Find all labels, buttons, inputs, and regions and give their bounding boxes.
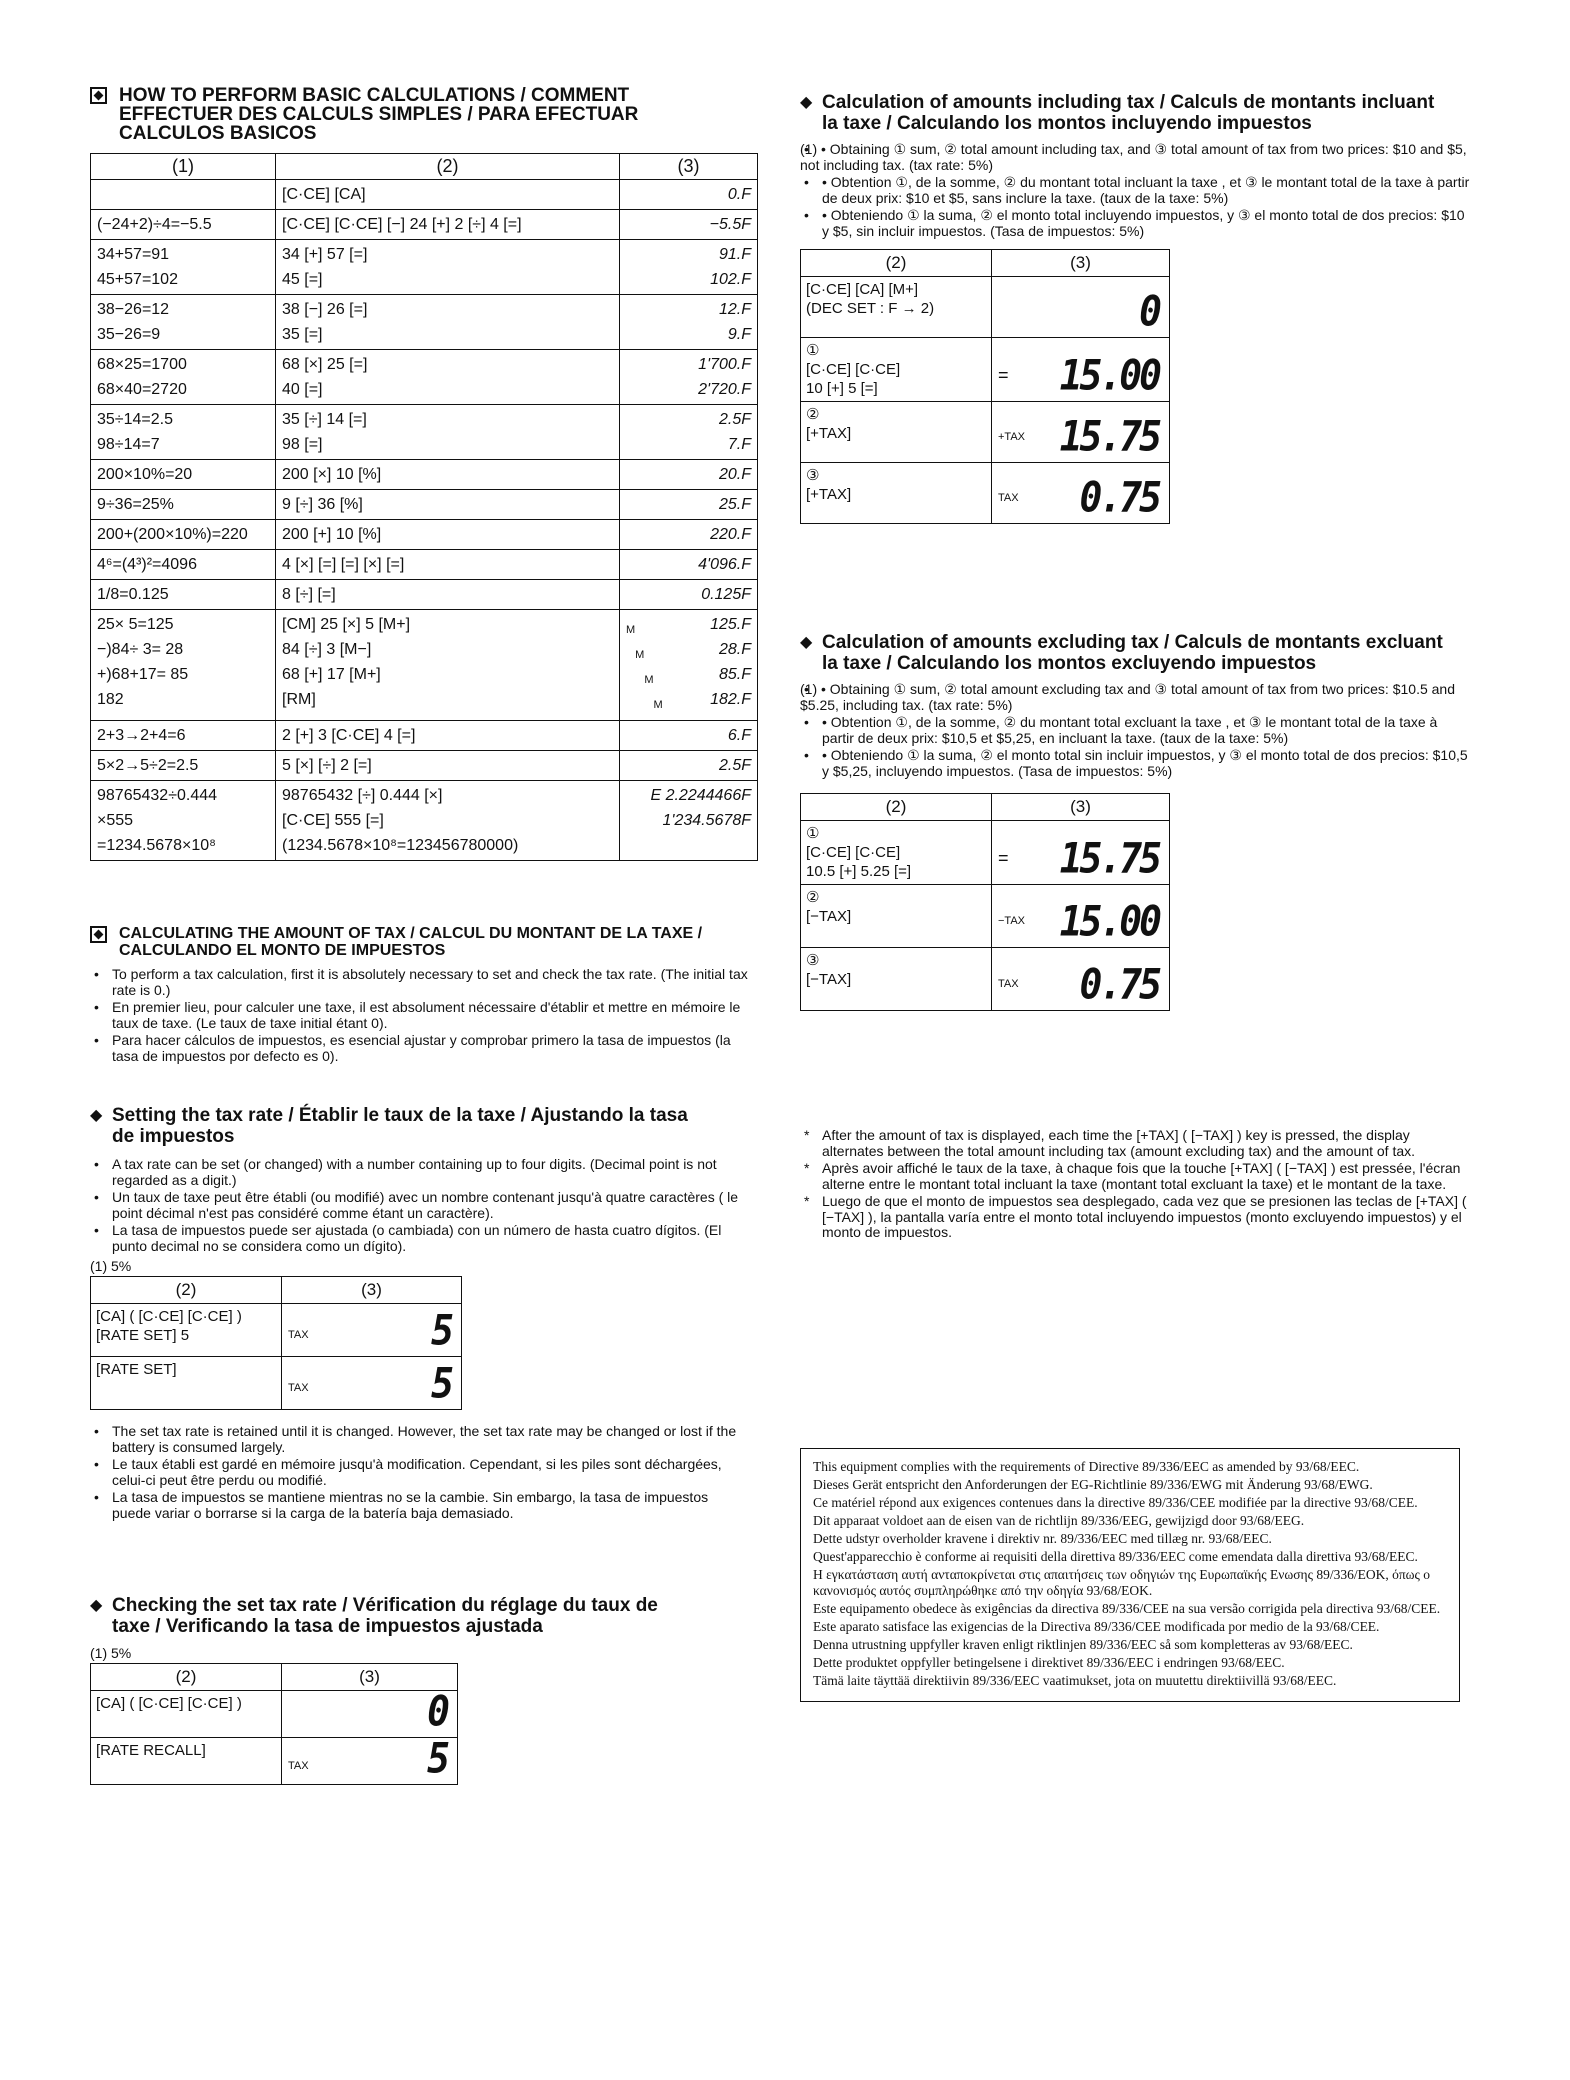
table-row: [91, 610, 758, 721]
key-sequence: 10.5 [+] 5.25 [=]: [806, 863, 912, 880]
expression: 9÷36=25%: [97, 496, 174, 513]
display-value: 91.F: [718, 246, 751, 263]
table-cell: [620, 460, 758, 490]
display-cell: [992, 821, 1170, 885]
key-sequence: [RM]: [282, 691, 316, 708]
display-cell: [282, 1357, 462, 1410]
table-row: [801, 277, 1170, 338]
key-sequence: ②: [806, 889, 820, 906]
check-tax-rate-table: [90, 1663, 458, 1785]
table-row: [91, 751, 758, 781]
key-sequence: [+TAX]: [806, 486, 852, 503]
compliance-notice-box: [800, 1448, 1460, 1702]
expression: 68×25=1700: [97, 356, 187, 373]
display-value: 0.125F: [701, 586, 751, 603]
bullet-text: • (1) • Obtaining ① sum, ② total amount excluding tax and ③ total amount of tax from two prices: $10.5 and $5.25, including tax. (tax rate: 5%): [800, 682, 1470, 713]
bullet-text: • En premier lieu, pour calculer une taxe, il est absolument nécessaire d'établir et mettre en mémoire le taux de taxe. (Le taux de taxe initial étant 0).: [90, 1000, 750, 1031]
expression: 182: [97, 691, 124, 708]
key-cell: [801, 821, 992, 885]
tax-indicator: TAX: [998, 492, 1019, 504]
key-sequence: (DEC SET : F → 2): [806, 300, 935, 317]
column-header: (3): [992, 794, 1170, 821]
key-sequence: 5 [×] [÷] 2 [=]: [282, 757, 372, 774]
display-cell: [282, 1304, 462, 1357]
table-cell: [620, 610, 758, 721]
table-cell: [276, 721, 620, 751]
lcd-display-value: 5: [427, 1733, 447, 1783]
including-tax-table: [800, 249, 1170, 524]
table-row: [91, 580, 758, 610]
expression: 35−26=9: [97, 326, 161, 343]
table-cell: [620, 721, 758, 751]
bullet-text: • Le taux établi est gardé en mémoire jusqu'à modification. Cependant, si les piles sont déchargées, celui-ci peut être perdu ou modifié.: [90, 1457, 750, 1488]
section-title-checking-tax-rate: ◆ Checking the set tax rate / Vérification du réglage du taux de taxe / Verificando la tasa de impuestos ajustada: [90, 1595, 658, 1637]
diamond-bullet-icon: ◆: [90, 1107, 103, 1124]
expression: =1234.5678×10⁸: [97, 837, 216, 854]
table-cell: [91, 210, 276, 240]
table-cell: [276, 295, 620, 350]
display-value: 20.F: [718, 466, 751, 483]
diamond-bullet-icon: ◆: [90, 1597, 103, 1614]
lcd-display-value: 15.75: [1059, 411, 1159, 461]
key-sequence: [−TAX]: [806, 908, 852, 925]
compliance-text: Quest'apparecchio è conforme ai requisiti della direttiva 89/336/EEC come emendata dalla direttiva 93/68/EEC.: [813, 1549, 1418, 1564]
table-row: [91, 460, 758, 490]
key-cell: [91, 1738, 282, 1785]
display-cell: [992, 885, 1170, 948]
display-value: 1'700.F: [698, 356, 751, 373]
table-cell: [620, 295, 758, 350]
key-cell: [801, 948, 992, 1011]
section-title-setting-tax-rate: ◆ Setting the tax rate / Établir le taux de la taxe / Ajustando la tasa de impuestos: [90, 1105, 688, 1147]
bullet-text: • • Obteniendo ① la suma, ② el monto total incluyendo impuestos, y ③ el monto total de dos precios: $10 y $5, sin incluir impuestos. (Tasa de impuestos: 5%): [800, 208, 1470, 239]
table-row: [91, 1738, 458, 1785]
key-sequence: ①: [806, 825, 820, 842]
key-cell: [91, 1691, 282, 1738]
table-row: [91, 781, 758, 861]
key-sequence: ③: [806, 467, 820, 484]
rate-label: (1) 5%: [90, 1258, 132, 1274]
compliance-text: Tämä laite täyttää direktiivin 89/336/EEC vaatimukset, jota on muutettu direktiivillä 93/68/EEC.: [813, 1673, 1337, 1688]
expression: 68×40=2720: [97, 381, 187, 398]
table-cell: [91, 490, 276, 520]
key-sequence: [CM] 25 [×] 5 [M+]: [282, 616, 411, 633]
column-header: (2): [276, 154, 620, 180]
key-sequence: 9 [÷] 36 [%]: [282, 496, 363, 513]
key-sequence: [RATE SET]: [96, 1361, 177, 1378]
table-row: [91, 550, 758, 580]
tax-indicator: TAX: [288, 1329, 309, 1341]
table-row: [91, 210, 758, 240]
lcd-display-value: 0.75: [1079, 959, 1159, 1009]
table-row: [91, 721, 758, 751]
key-sequence: 98765432 [÷] 0.444 [×]: [282, 787, 443, 804]
memory-indicator: M: [644, 674, 654, 686]
note-text: * Après avoir affiché le taux de la taxe, à chaque fois que la touche [+TAX] ( [−TAX] ) est pressée, l'écran alterne entre le montant total incluant la taxe (montant total excluant la taxe) et le montant de la taxe.: [800, 1161, 1470, 1192]
expression: ×555: [97, 812, 134, 829]
key-sequence: ②: [806, 406, 820, 423]
table-cell: [91, 180, 276, 210]
compliance-text: Η εγκατάσταση αυτή ανταποκρίνεται στις απαιτήσεις των οδηγιών της Ευρωπαϊκής Ενωσης 89/336/ΕΟΚ, όπως ο κανονισμός αυτός συμπληρώθηκε από την οδηγία 93/68/ΕΟΚ.: [813, 1567, 1430, 1598]
compliance-text: Ce matériel répond aux exigences contenues dans la directive 89/336/CEE modifiée par la directive 93/68/CEE.: [813, 1495, 1418, 1510]
display-value: 6.F: [727, 727, 751, 744]
memory-indicator: M: [653, 699, 663, 711]
display-value: 25.F: [718, 496, 751, 513]
bullet-text: • To perform a tax calculation, first it is absolutely necessary to set and check the tax rate. (The initial tax rate is 0.): [90, 967, 750, 998]
section-box-icon: [90, 926, 107, 943]
table-cell: [620, 550, 758, 580]
note-text: * After the amount of tax is displayed, each time the [+TAX] ( [−TAX] ) key is pressed, the display alternates between the total amount including tax (amount excluding tax) and the amount of tax.: [800, 1128, 1470, 1159]
key-sequence: 2 [+] 3 [C·CE] 4 [=]: [282, 727, 416, 744]
table-cell: [276, 580, 620, 610]
compliance-text: Este aparato satisface las exigencias de la Directiva 89/336/CEE modificada por medio de la 93/68/CEE.: [813, 1619, 1380, 1634]
table-row: [91, 295, 758, 350]
key-sequence: ①: [806, 342, 820, 359]
display-value: 2'720.F: [698, 381, 751, 398]
bullet-text: • • Obteniendo ① la suma, ② el monto total sin incluir impuestos, y ③ el monto total de dos precios: $10,5 y $5,25, incluyendo impuestos. (Tasa de impuestos: 5%): [800, 748, 1470, 779]
table-row: [801, 463, 1170, 524]
key-sequence: [+TAX]: [806, 425, 852, 442]
section-box-icon: [90, 87, 107, 104]
table-cell: [620, 490, 758, 520]
excluding-tax-table: [800, 793, 1170, 1011]
table-cell: [620, 180, 758, 210]
key-sequence: 98 [=]: [282, 436, 323, 453]
key-sequence: 10 [+] 5 [=]: [806, 380, 878, 397]
table-row: [801, 821, 1170, 885]
display-value: 9.F: [727, 326, 751, 343]
table-cell: [91, 405, 276, 460]
key-sequence: [C·CE] [CA] [M+]: [806, 281, 919, 298]
table-cell: [91, 520, 276, 550]
key-sequence: [C·CE] [C·CE] [−] 24 [+] 2 [÷] 4 [=]: [282, 216, 522, 233]
column-header: (2): [801, 794, 992, 821]
bullet-text: • • Obtention ①, de la somme, ② du montant total incluant la taxe , et ③ le montant total de la taxe à partir de deux prix: $10 et $5, sans inclure la taxe. (taux de la taxe: 5%): [800, 175, 1470, 206]
diamond-bullet-icon: ◆: [800, 94, 813, 111]
table-cell: [620, 405, 758, 460]
table-cell: [91, 295, 276, 350]
table-cell: [276, 490, 620, 520]
table-cell: [276, 210, 620, 240]
display-value: 220.F: [710, 526, 751, 543]
key-sequence: [−TAX]: [806, 971, 852, 988]
display-cell: [992, 277, 1170, 338]
key-sequence: 45 [=]: [282, 271, 323, 288]
table-cell: [91, 550, 276, 580]
table-row: [801, 338, 1170, 402]
table-cell: [276, 550, 620, 580]
key-sequence: 40 [=]: [282, 381, 323, 398]
column-header: (3): [282, 1277, 462, 1304]
compliance-text: Dit apparaat voldoet aan de eisen van de richtlijn 89/336/EEG, gewijzigd door 93/68/EEG.: [813, 1513, 1305, 1528]
bullet-text: • La tasa de impuestos se mantiene mientras no se la cambie. Sin embargo, la tasa de impuestos puede variar o borrarse si la carga de la batería baja demasiado.: [90, 1490, 750, 1521]
lcd-display-value: 15.00: [1059, 896, 1159, 946]
key-sequence: (1234.5678×10⁸=123456780000): [282, 837, 519, 854]
key-cell: [801, 402, 992, 463]
tax-indicator: +TAX: [998, 431, 1026, 443]
display-value: 1'234.5678F: [662, 812, 751, 829]
compliance-text: Dieses Gerät entspricht den Anforderungen der EG-Richtlinie 89/336/EWG mit Änderung 93/68/EWG.: [813, 1477, 1373, 1492]
key-cell: [801, 277, 992, 338]
table-cell: [276, 240, 620, 295]
bullet-text: • Para hacer cálculos de impuestos, es esencial ajustar y comprobar primero la tasa de impuestos (la tasa de impuestos por defecto es 0).: [90, 1033, 750, 1064]
compliance-text: Dette udstyr overholder kravene i direktiv nr. 89/336/EEC med tillæg nr. 93/68/EEC.: [813, 1531, 1272, 1546]
key-sequence: [C·CE] [C·CE]: [806, 361, 901, 378]
set-tax-rate-table: [90, 1276, 462, 1410]
expression: −)84÷ 3= 28: [97, 641, 184, 658]
expression: 34+57=91: [97, 246, 170, 263]
expression: 25× 5=125: [97, 616, 174, 633]
expression: (−24+2)÷4=−5.5: [97, 216, 212, 233]
key-sequence: [C·CE] 555 [=]: [282, 812, 384, 829]
lcd-display-value: 15.75: [1059, 833, 1159, 883]
bullet-text: • A tax rate can be set (or changed) with a number containing up to four digits. (Decimal point is not regarded as a digit.): [90, 1157, 750, 1188]
display-cell: [282, 1686, 458, 1738]
lcd-display-value: 0: [427, 1686, 447, 1736]
expression: 200+(200×10%)=220: [97, 526, 248, 543]
display-value: 7.F: [727, 436, 751, 453]
expression: 200×10%=20: [97, 466, 193, 483]
table-cell: [91, 350, 276, 405]
table-cell: [91, 751, 276, 781]
key-sequence: 8 [÷] [=]: [282, 586, 336, 603]
column-header: (3): [282, 1664, 458, 1691]
table-row: [801, 948, 1170, 1011]
memory-indicator: M: [635, 649, 645, 661]
display-value: 2.5F: [718, 411, 751, 428]
display-cell: [282, 1733, 458, 1785]
expression: 98÷14=7: [97, 436, 160, 453]
display-value: 0.F: [727, 186, 751, 203]
key-sequence: [RATE RECALL]: [96, 1742, 206, 1759]
calculation-rows: [91, 180, 758, 861]
display-value: 2.5F: [718, 757, 751, 774]
key-sequence: [CA] ( [C·CE] [C·CE] ): [96, 1308, 242, 1325]
key-sequence: 84 [÷] 3 [M−]: [282, 641, 372, 658]
column-header: (3): [992, 250, 1170, 277]
display-value: 4'096.F: [698, 556, 751, 573]
lcd-display-value: 0.75: [1079, 472, 1159, 522]
bullet-text: • (1) • Obtaining ① sum, ② total amount including tax, and ③ total amount of tax from two prices: $10 and $5, not including tax. (tax rate: 5%): [800, 142, 1470, 173]
key-sequence: 34 [+] 57 [=]: [282, 246, 368, 263]
table-row: [801, 885, 1170, 948]
key-cell: [91, 1304, 282, 1357]
note-text: * Luego de que el monto de impuestos sea desplegado, cada vez que se presionen las teclas de [+TAX] ( [−TAX] ), la pantalla varía entre el monto total incluyendo impuestos (monto excluyendo impuestos) y el monto de impuestos.: [800, 1194, 1470, 1241]
key-sequence: [CA] ( [C·CE] [C·CE] ): [96, 1695, 242, 1712]
expression: 35÷14=2.5: [97, 411, 173, 428]
key-sequence: 38 [−] 26 [=]: [282, 301, 368, 318]
section-title-excluding-tax: ◆ Calculation of amounts excluding tax / Calculs de montants excluant la taxe / Calculando los montos excluyendo impuestos: [800, 632, 1443, 674]
key-sequence: 35 [=]: [282, 326, 323, 343]
table-cell: [620, 520, 758, 550]
key-sequence: [RATE SET] 5: [96, 1327, 190, 1344]
key-cell: [801, 338, 992, 402]
diamond-bullet-icon: ◆: [800, 634, 813, 651]
key-cell: [801, 885, 992, 948]
table-cell: [91, 610, 276, 721]
display-value: M 28.F: [626, 637, 751, 662]
lcd-display-value: 5: [431, 1305, 451, 1355]
table-cell: [620, 751, 758, 781]
table-cell: [620, 580, 758, 610]
basic-calculation-table: [90, 153, 758, 861]
tax-indicator: =: [998, 364, 1009, 385]
table-row: [91, 1691, 458, 1738]
table-row: [91, 180, 758, 210]
key-sequence: 68 [×] 25 [=]: [282, 356, 368, 373]
table-cell: [91, 460, 276, 490]
table-cell: [620, 210, 758, 240]
key-sequence: ③: [806, 952, 820, 969]
display-value: E 2.2244466F: [650, 787, 751, 804]
table-cell: [276, 610, 620, 721]
key-sequence: 200 [+] 10 [%]: [282, 526, 382, 543]
table-cell: [620, 240, 758, 295]
rate-label: (1) 5%: [90, 1645, 132, 1661]
key-sequence: 4 [×] [=] [=] [×] [=]: [282, 556, 405, 573]
compliance-text: This equipment complies with the requirements of Directive 89/336/EEC as amended by 93/68/EEC.: [813, 1459, 1360, 1474]
table-cell: [91, 721, 276, 751]
display-value: −5.5F: [709, 216, 751, 233]
display-cell: [992, 948, 1170, 1011]
expression: 2+3→2+4=6: [97, 727, 186, 744]
bullet-text: • Un taux de taxe peut être établi (ou modifié) avec un nombre contenant jusqu'à quatre caractères ( le point décimal n'est pas considéré comme étant un caractère).: [90, 1190, 750, 1221]
expression: 1/8=0.125: [97, 586, 169, 603]
column-header: (2): [91, 1664, 282, 1691]
table-row: [91, 405, 758, 460]
bullet-text: • La tasa de impuestos puede ser ajustada (o cambiada) con un número de hasta cuatro dígitos. (El punto decimal no se considera como un dígito).: [90, 1223, 750, 1254]
table-cell: [91, 240, 276, 295]
expression: 38−26=12: [97, 301, 170, 318]
table-row: [91, 1357, 462, 1410]
table-cell: [276, 751, 620, 781]
memory-indicator: M: [626, 624, 636, 636]
tax-indicator: TAX: [998, 978, 1019, 990]
table-row: [91, 240, 758, 295]
column-header: (3): [620, 154, 758, 180]
expression: 4⁶=(4³)²=4096: [97, 556, 197, 573]
lcd-display-value: 5: [431, 1358, 451, 1408]
table-row: [91, 490, 758, 520]
expression: 45+57=102: [97, 271, 178, 288]
table-cell: [91, 580, 276, 610]
key-cell: [801, 463, 992, 524]
tax-indicator: =: [998, 847, 1009, 868]
column-header: (2): [801, 250, 992, 277]
tax-indicator: TAX: [288, 1382, 309, 1394]
display-value: 102.F: [710, 271, 751, 288]
column-header: (1): [91, 154, 276, 180]
table-cell: [276, 405, 620, 460]
display-cell: [992, 402, 1170, 463]
compliance-text: Este equipamento obedece às exigências da directiva 89/336/CEE na sua versão corrigida pela directiva 93/68/CEE.: [813, 1601, 1441, 1616]
display-value: M 85.F: [626, 662, 751, 687]
table-cell: [620, 781, 758, 861]
key-cell: [91, 1357, 282, 1410]
key-sequence: [C·CE] [C·CE]: [806, 844, 901, 861]
display-value: M 182.F: [626, 687, 751, 712]
table-row: [801, 402, 1170, 463]
display-value: M 125.F: [626, 612, 751, 637]
tax-indicator: TAX: [288, 1760, 309, 1772]
table-cell: [276, 460, 620, 490]
expression: +)68+17= 85: [97, 666, 189, 683]
lcd-display-value: 0: [1139, 286, 1159, 336]
bullet-text: • • Obtention ①, de la somme, ② du montant total excluant la taxe , et ③ le montant total de la taxe à partir de deux prix: $10,5 et $5,25, en incluant la taxe. (taux de la taxe: 5%): [800, 715, 1470, 746]
display-cell: [992, 338, 1170, 402]
table-row: [91, 1304, 462, 1357]
section-title-basic-calculations: HOW TO PERFORM BASIC CALCULATIONS / COMMENT EFFECTUER DES CALCULS SIMPLES / PARA EFECTUAR CALCULOS BASICOS: [90, 86, 762, 143]
section-title-tax-amount: CALCULATING THE AMOUNT OF TAX / CALCUL DU MONTANT DE LA TAXE / CALCULANDO EL MONTO DE IMPUESTOS: [90, 925, 750, 959]
display-value: 12.F: [718, 301, 751, 318]
table-cell: [620, 350, 758, 405]
tax-indicator: −TAX: [998, 915, 1026, 927]
table-row: [91, 520, 758, 550]
section-title-including-tax: ◆ Calculation of amounts including tax / Calculs de montants incluant la taxe / Calculando los montos incluyendo impuestos: [800, 92, 1435, 134]
compliance-text: Denna utrustning uppfyller kraven enligt riktlinjen 89/336/EEC så som kompletteras av 93/68/EEC.: [813, 1637, 1353, 1652]
table-cell: [276, 350, 620, 405]
bullet-text: • The set tax rate is retained until it is changed. However, the set tax rate may be changed or lost if the battery is consumed largely.: [90, 1424, 750, 1455]
key-sequence: [C·CE] [CA]: [282, 186, 366, 203]
display-cell: [992, 463, 1170, 524]
table-row: [91, 350, 758, 405]
column-header: (2): [91, 1277, 282, 1304]
key-sequence: 200 [×] 10 [%]: [282, 466, 382, 483]
lcd-display-value: 15.00: [1059, 350, 1159, 400]
table-cell: [276, 781, 620, 861]
table-cell: [276, 180, 620, 210]
compliance-text: Dette produktet oppfyller betingelsene i direktivet 89/336/EEC i endringen 93/68/EEC.: [813, 1655, 1285, 1670]
expression: 5×2→5÷2=2.5: [97, 757, 199, 774]
key-sequence: 68 [+] 17 [M+]: [282, 666, 381, 683]
key-sequence: 35 [÷] 14 [=]: [282, 411, 367, 428]
expression: 98765432÷0.444: [97, 787, 218, 804]
table-cell: [91, 781, 276, 861]
table-cell: [276, 520, 620, 550]
